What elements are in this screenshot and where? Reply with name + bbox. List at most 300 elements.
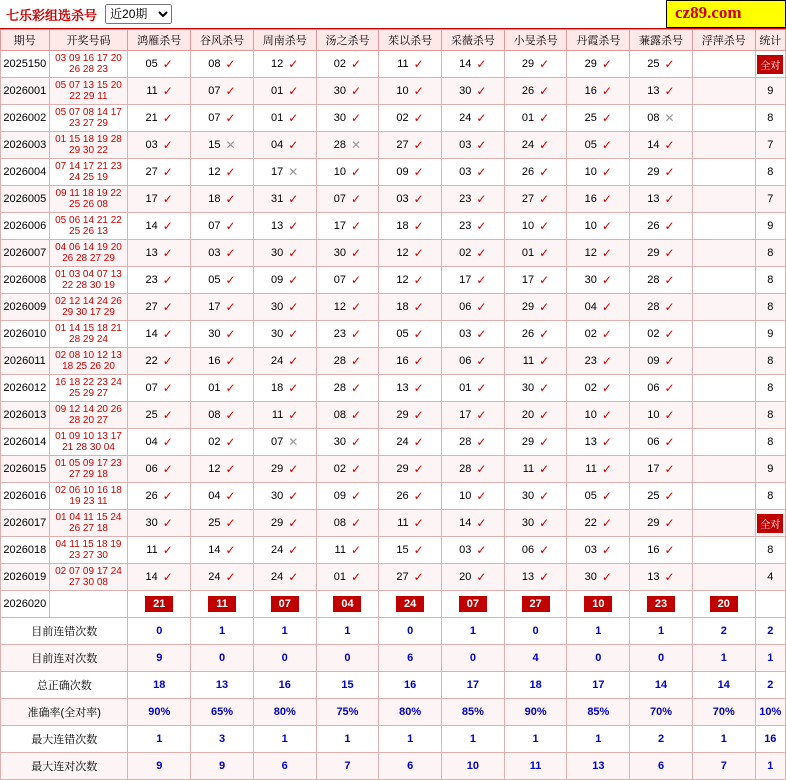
kill-number: 14: [145, 220, 158, 232]
kill-number-cell: [191, 186, 254, 213]
check-icon: ✓: [350, 165, 362, 179]
stat-value: 80%: [379, 699, 442, 726]
kill-number-cell: [253, 132, 316, 159]
kill-number-cell: [316, 375, 379, 402]
winning-numbers-cell: 09 12 14 20 26 28 20 27: [49, 402, 128, 429]
kill-number: 29: [270, 517, 284, 529]
check-icon: ✓: [539, 543, 550, 557]
check-icon: ✓: [225, 516, 236, 530]
top-toolbar: [0, 0, 786, 29]
table-row: [1, 186, 786, 213]
kill-number: 25: [208, 517, 221, 529]
stat-label: 准确率(全对率): [1, 699, 128, 726]
kill-number-cell: [253, 537, 316, 564]
check-icon: ✓: [288, 489, 299, 503]
check-icon: ✓: [476, 462, 487, 476]
issue-cell: 2026018: [1, 537, 50, 564]
kill-number: 28: [459, 463, 472, 475]
kill-number-cell: [253, 240, 316, 267]
kill-number: 14: [145, 571, 158, 583]
table-row: [1, 240, 786, 267]
kill-number: 03: [396, 193, 409, 205]
check-icon: ✓: [413, 57, 424, 71]
kill-number-cell: [316, 78, 379, 105]
check-icon: ✓: [413, 192, 424, 206]
kill-number-cell: [128, 375, 191, 402]
kill-number-cell-empty: [692, 429, 755, 456]
kill-number-cell: [630, 213, 693, 240]
issue-cell: 2026011: [1, 348, 50, 375]
issue-cell: 2026004: [1, 159, 50, 186]
kill-number: 11: [146, 85, 158, 97]
kill-number-cell: [379, 105, 442, 132]
kill-number-cell-empty: [692, 294, 755, 321]
stat-value: 14: [692, 672, 755, 699]
kill-number-cell: [253, 186, 316, 213]
stat-value: 14: [630, 672, 693, 699]
kill-number: 28: [459, 436, 472, 448]
check-icon: ✓: [601, 246, 612, 260]
kill-number: 14: [459, 58, 472, 70]
kill-number-cell: [504, 159, 567, 186]
table-body: [1, 51, 786, 780]
kill-number-badge: 10: [584, 596, 612, 612]
kill-number: 17: [459, 409, 472, 421]
kill-number-cell: [442, 105, 505, 132]
table-row: [1, 132, 786, 159]
kill-number-cell: [253, 348, 316, 375]
check-icon: ✓: [350, 543, 362, 557]
kill-number: 26: [521, 328, 535, 340]
kill-number: 01: [270, 85, 284, 97]
kill-number-cell: [504, 537, 567, 564]
stat-value: 15: [316, 672, 379, 699]
column-header-4: 周南杀号: [253, 30, 316, 51]
kill-number-cell: [630, 429, 693, 456]
kill-number: 31: [270, 193, 284, 205]
check-icon: ✓: [664, 570, 675, 584]
kill-number-cell: [253, 321, 316, 348]
stat-value: 1: [630, 618, 693, 645]
check-icon: ✓: [664, 273, 675, 287]
stat-label: 目前连对次数: [1, 645, 128, 672]
kill-number-cell: [504, 78, 567, 105]
check-icon: ✓: [350, 273, 362, 287]
check-icon: ✓: [288, 192, 299, 206]
check-icon: ✓: [539, 354, 550, 368]
kill-number: 05: [145, 58, 158, 70]
kill-number-cell: [442, 51, 505, 78]
kill-number-cell: [191, 159, 254, 186]
kill-number-cell: [630, 51, 693, 78]
check-icon: ✓: [413, 381, 424, 395]
cross-icon: ✕: [288, 435, 299, 449]
period-select[interactable]: [105, 4, 172, 24]
kill-number-cell: [253, 78, 316, 105]
kill-number: 23: [145, 274, 158, 286]
stat-row: [1, 699, 786, 726]
row-total-cell: 8: [755, 294, 785, 321]
kill-number: 13: [647, 571, 660, 583]
stat-value: 90%: [128, 699, 191, 726]
kill-number-cell: [442, 267, 505, 294]
stat-value: 75%: [316, 699, 379, 726]
kill-number-cell: [442, 375, 505, 402]
kill-number: 29: [521, 58, 535, 70]
kill-number-cell: [128, 294, 191, 321]
stat-value: 0: [442, 645, 505, 672]
kill-number: 15: [208, 139, 221, 151]
row-total-cell: 7: [755, 186, 785, 213]
check-icon: ✓: [601, 165, 612, 179]
check-icon: ✓: [539, 84, 550, 98]
winning-numbers-cell: 02 06 10 16 18 19 23 11: [49, 483, 128, 510]
kill-number-cell: [567, 510, 630, 537]
row-total-cell: [755, 510, 785, 537]
kill-number-cell: [630, 456, 693, 483]
current-kill-number: [692, 591, 755, 618]
kill-number: 27: [145, 301, 158, 313]
kill-number-cell: [630, 483, 693, 510]
kill-number: 06: [459, 355, 472, 367]
kill-number-cell: [253, 510, 316, 537]
kill-number-cell: [442, 240, 505, 267]
kill-number-table: [0, 29, 786, 780]
kill-number: 23: [459, 220, 472, 232]
issue-cell: 2026001: [1, 78, 50, 105]
cross-icon: ✕: [225, 138, 236, 152]
kill-number: 29: [521, 301, 535, 313]
kill-number: 29: [647, 247, 660, 259]
kill-number: 26: [647, 220, 660, 232]
stat-value: 6: [379, 753, 442, 780]
current-kill-number: [442, 591, 505, 618]
check-icon: ✓: [350, 246, 362, 260]
kill-number-cell-empty: [692, 240, 755, 267]
check-icon: ✓: [288, 57, 299, 71]
check-icon: ✓: [601, 354, 612, 368]
stat-value: 1: [253, 618, 316, 645]
check-icon: ✓: [539, 462, 550, 476]
stat-total: 2: [755, 672, 785, 699]
kill-number-cell: [253, 267, 316, 294]
stat-value: 0: [379, 618, 442, 645]
row-total-cell: 8: [755, 267, 785, 294]
current-kill-number: [567, 591, 630, 618]
kill-number-cell: [316, 402, 379, 429]
table-row: [1, 294, 786, 321]
column-header-1: 开奖号码: [49, 30, 128, 51]
kill-number-cell: [253, 456, 316, 483]
kill-number: 26: [521, 166, 535, 178]
winning-numbers-cell: 01 09 10 13 17 21 28 30 04: [49, 429, 128, 456]
table-row: [1, 375, 786, 402]
kill-number-cell: [316, 510, 379, 537]
kill-number-cell: [316, 564, 379, 591]
kill-number-cell: [191, 132, 254, 159]
kill-number: 30: [270, 328, 284, 340]
kill-number-cell: [128, 267, 191, 294]
row-total-cell: [755, 51, 785, 78]
stat-value: 1: [567, 726, 630, 753]
winning-numbers-cell: 01 14 15 18 21 28 29 24: [49, 321, 128, 348]
winning-numbers-cell: 02 08 10 12 13 18 25 26 20: [49, 348, 128, 375]
stat-value: 1: [316, 726, 379, 753]
kill-number: 28: [333, 139, 346, 151]
winning-numbers-cell: 09 11 18 19 22 25 26 08: [49, 186, 128, 213]
kill-number: 02: [333, 58, 346, 70]
kill-number: 12: [208, 463, 221, 475]
check-icon: ✓: [413, 327, 424, 341]
stat-row: [1, 618, 786, 645]
stat-value: 85%: [567, 699, 630, 726]
kill-number-badge: 24: [396, 596, 424, 612]
stat-label: 最大连对次数: [1, 753, 128, 780]
kill-number-cell-empty: [692, 159, 755, 186]
check-icon: ✓: [476, 543, 487, 557]
kill-number-cell: [191, 267, 254, 294]
kill-number-cell: [191, 213, 254, 240]
check-icon: ✓: [664, 381, 675, 395]
kill-number: 30: [145, 517, 158, 529]
kill-number: 06: [647, 382, 660, 394]
stat-row: [1, 645, 786, 672]
kill-number: 13: [647, 85, 660, 97]
kill-number-cell-empty: [692, 375, 755, 402]
issue-cell: 2026012: [1, 375, 50, 402]
check-icon: ✓: [601, 435, 612, 449]
winning-numbers-cell: 05 06 14 21 22 25 26 13: [49, 213, 128, 240]
kill-number-cell: [379, 132, 442, 159]
stat-total: 1: [755, 753, 785, 780]
kill-number-cell: [442, 510, 505, 537]
kill-number-cell: [504, 321, 567, 348]
kill-number-cell: [567, 78, 630, 105]
kill-number: 18: [396, 301, 409, 313]
kill-number-cell: [630, 348, 693, 375]
stat-value: 6: [379, 645, 442, 672]
kill-number: 25: [145, 409, 158, 421]
cross-icon: ✕: [664, 111, 675, 125]
kill-number: 28: [333, 382, 346, 394]
kill-number-cell: [191, 321, 254, 348]
kill-number: 16: [647, 544, 660, 556]
kill-number: 06: [647, 436, 660, 448]
kill-number-cell: [128, 240, 191, 267]
stat-value: 90%: [504, 699, 567, 726]
check-icon: ✓: [350, 489, 362, 503]
kill-number-cell: [379, 240, 442, 267]
check-icon: ✓: [225, 327, 236, 341]
kill-number: 25: [647, 58, 660, 70]
winning-numbers-cell: 03 09 16 17 20 26 28 23: [49, 51, 128, 78]
kill-number: 22: [584, 517, 597, 529]
check-icon: ✓: [664, 408, 675, 422]
kill-number-cell-empty: [692, 483, 755, 510]
kill-number: 30: [584, 274, 597, 286]
check-icon: ✓: [350, 57, 362, 71]
check-icon: ✓: [601, 327, 612, 341]
current-kill-number: [128, 591, 191, 618]
check-icon: ✓: [476, 516, 487, 530]
kill-number-cell: [504, 564, 567, 591]
kill-number: 14: [208, 544, 221, 556]
kill-number: 21: [145, 112, 158, 124]
kill-number-cell: [128, 537, 191, 564]
check-icon: ✓: [413, 570, 424, 584]
kill-number: 03: [584, 544, 597, 556]
check-icon: ✓: [225, 570, 236, 584]
kill-number: 10: [333, 166, 346, 178]
stat-value: 0: [191, 645, 254, 672]
current-issue-row: [1, 591, 786, 618]
winning-numbers-cell: 04 06 14 19 20 26 28 27 29: [49, 240, 128, 267]
kill-number-cell: [253, 213, 316, 240]
kill-number: 24: [521, 139, 535, 151]
check-icon: ✓: [664, 327, 675, 341]
check-icon: ✓: [664, 246, 675, 260]
kill-number: 07: [270, 436, 284, 448]
column-header-3: 谷风杀号: [191, 30, 254, 51]
check-icon: ✓: [664, 219, 675, 233]
kill-number: 02: [584, 382, 597, 394]
current-kill-number: [191, 591, 254, 618]
kill-number: 14: [145, 328, 158, 340]
current-kill-number: [253, 591, 316, 618]
kill-number-cell: [316, 483, 379, 510]
kill-number: 10: [584, 409, 597, 421]
stat-value: 17: [442, 672, 505, 699]
table-row: [1, 429, 786, 456]
table-row: [1, 51, 786, 78]
kill-number-cell: [191, 537, 254, 564]
issue-cell: 2026009: [1, 294, 50, 321]
table-header-row: [1, 30, 786, 51]
kill-number: 03: [459, 139, 472, 151]
row-total-cell: 8: [755, 348, 785, 375]
kill-number-cell: [379, 213, 442, 240]
check-icon: ✓: [288, 111, 299, 125]
kill-number-cell: [442, 348, 505, 375]
check-icon: ✓: [476, 219, 487, 233]
kill-number-cell: [128, 456, 191, 483]
table-row: [1, 456, 786, 483]
check-icon: ✓: [476, 192, 487, 206]
kill-number-cell-empty: [692, 348, 755, 375]
kill-number-cell: [567, 51, 630, 78]
site-logo-text: cz89.com: [675, 3, 742, 22]
kill-number-badge: 20: [710, 596, 738, 612]
check-icon: ✓: [225, 381, 236, 395]
kill-number-cell: [442, 321, 505, 348]
check-icon: ✓: [288, 300, 299, 314]
kill-number-cell: [504, 402, 567, 429]
kill-number-cell: [191, 78, 254, 105]
table-row: [1, 105, 786, 132]
kill-number: 06: [521, 544, 535, 556]
check-icon: ✓: [288, 354, 299, 368]
kill-number: 29: [270, 463, 284, 475]
kill-number-cell: [567, 402, 630, 429]
kill-number-cell: [316, 267, 379, 294]
kill-number: 07: [208, 220, 221, 232]
check-icon: ✓: [162, 408, 173, 422]
kill-number-cell: [128, 564, 191, 591]
kill-number-cell: [630, 537, 693, 564]
check-icon: ✓: [413, 111, 424, 125]
kill-number-cell-empty: [692, 456, 755, 483]
check-icon: ✓: [476, 84, 487, 98]
table-row: [1, 537, 786, 564]
current-issue-label: 当前期杀号: [49, 591, 128, 618]
kill-number-cell: [567, 159, 630, 186]
issue-cell: 2026006: [1, 213, 50, 240]
kill-number-cell: [630, 294, 693, 321]
check-icon: ✓: [601, 516, 612, 530]
winning-numbers-cell: 07 14 17 21 23 24 25 19: [49, 159, 128, 186]
column-header-12: 统计: [755, 30, 785, 51]
kill-number: 09: [396, 166, 409, 178]
kill-number-cell: [567, 429, 630, 456]
kill-number-cell: [567, 456, 630, 483]
table-row: [1, 213, 786, 240]
kill-number-cell: [504, 294, 567, 321]
winning-numbers-cell: 05 07 13 15 20 22 29 11: [49, 78, 128, 105]
issue-cell: 2026013: [1, 402, 50, 429]
kill-number-cell-empty: [692, 267, 755, 294]
stat-value: 13: [567, 753, 630, 780]
check-icon: ✓: [476, 327, 487, 341]
check-icon: ✓: [539, 138, 550, 152]
kill-number-cell: [316, 105, 379, 132]
table-row: [1, 510, 786, 537]
kill-number-cell: [191, 456, 254, 483]
stat-value: 0: [567, 645, 630, 672]
kill-number: 12: [208, 166, 221, 178]
kill-number-cell: [379, 78, 442, 105]
kill-number-cell: [128, 186, 191, 213]
kill-number-cell: [191, 483, 254, 510]
table-row: [1, 159, 786, 186]
kill-number: 09: [333, 490, 346, 502]
table-row: [1, 564, 786, 591]
kill-number-cell: [379, 537, 442, 564]
kill-number-cell: [504, 483, 567, 510]
issue-cell: 2026002: [1, 105, 50, 132]
check-icon: ✓: [539, 219, 550, 233]
kill-number: 08: [208, 58, 221, 70]
stat-value: 1: [316, 618, 379, 645]
row-total-cell: 7: [755, 132, 785, 159]
check-icon: ✓: [601, 57, 612, 71]
kill-number: 12: [270, 58, 284, 70]
check-icon: ✓: [225, 354, 236, 368]
kill-number-cell: [504, 105, 567, 132]
stat-value: 9: [191, 753, 254, 780]
check-icon: ✓: [601, 543, 612, 557]
check-icon: ✓: [413, 489, 424, 503]
check-icon: ✓: [225, 192, 236, 206]
check-icon: ✓: [539, 516, 550, 530]
kill-number-cell: [316, 429, 379, 456]
check-icon: ✓: [601, 381, 612, 395]
kill-number: 01: [459, 382, 472, 394]
kill-number: 28: [333, 355, 346, 367]
kill-number-cell: [504, 240, 567, 267]
kill-number-cell-empty: [692, 186, 755, 213]
check-icon: ✓: [476, 111, 487, 125]
check-icon: ✓: [476, 246, 487, 260]
